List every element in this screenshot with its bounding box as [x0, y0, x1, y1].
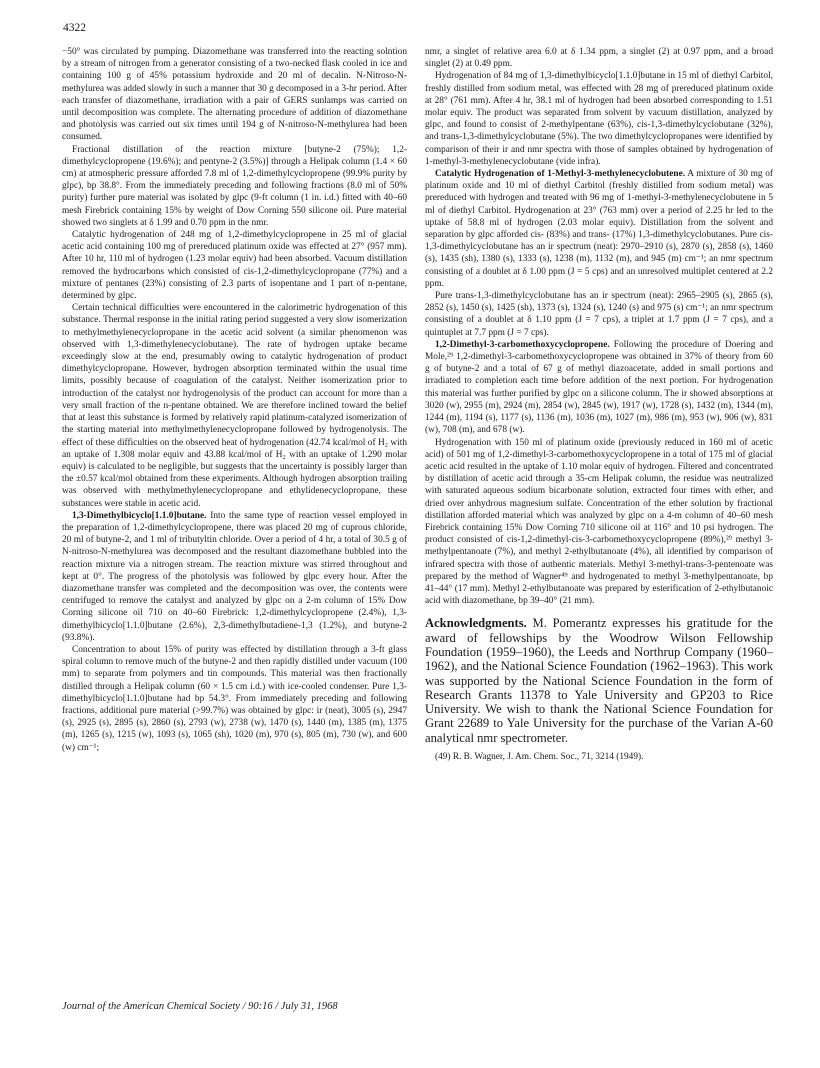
left-paragraph	[62, 229, 407, 302]
paragraph-text: Certain technical difficulties were encountered in the calorimetric hydrogenation of this substance. Thermal response in the initial rating period suggested a very slow isomerization to methylmethylenecyclopropane in the acetic acid solvent (a similar phenomenon was observed with 1,3-dimethylenecyclobutane). The rate of hydrogen uptake became exceedingly slow at the end, presumably owing to catalytic hydrogenation of product dimethylcyclopropane. However, hydrogen absorption terminated within the usual time limits, possibly because of coagulation of the catalyst. Neither isomerization prior to introduction of the catalyst nor hydrogenolysis of the product can account for more than a very small fraction of the n-pentane obtained. We are therefore inclined toward the belief that at least this substance is formed by relatively rapid platinum-catalyzed isomerization of the starting material into methylmethylenecyclopropane followed by hydrogenolysis. The effect of these difficulties on the observed heat of hydrogenation (42.74 kcal/mol of H₂ with an uptake of 1.308 molar equiv and 43.88 kcal/mol of H₂ with an uptake of 1.290 molar equiv) is calculated to be negligible, but suggests that the uncertainty is possibly larger than the ±0.57 kcal/mol obtained from these experiments. Although hydrogen absorption trailing was observed with methylmethylenecyclopropane and ethylidenecyclopropane, these substances were stable in acetic acid.	[62, 303, 407, 509]
section-runin-heading: 1,3-Dimethylbicyclo[1.1.0]butane.	[72, 510, 207, 521]
right-paragraph	[425, 168, 773, 290]
left-column	[62, 46, 407, 754]
paragraph-text: Fractional distillation of the reaction mixture [butyne-2 (75%); 1,2-dimethylcyclopropene (19.6%); and pentyne-2 (3.5%)] through a Helipak column (1.4 × 60 cm) at atmospheric pressure afforded 7.8 ml of 1,2-dimethylcyclopropene (99.9% purity by glpc), bp 38.8°. From the immediately preceding and following fractions (8.0 ml of 50% purity) further pure material was isolated by glpc (9-ft column (1 in. i.d.) fitted with 40–60 mesh Firebrick containing 15% by weight of Dow Corning 550 silicone oil. Pure material showed two singlets at δ 1.99 and 0.70 ppm in the nmr.	[62, 144, 407, 228]
section-runin-heading: Catalytic Hydrogenation of 1-Methyl-3-methylenecyclobutene.	[435, 169, 686, 180]
paragraph-text: nmr, a singlet of relative area 6.0 at δ 1.34 ppm, a singlet (2) at 0.97 ppm, and a broad singlet (2) at 0.49 ppm.	[425, 47, 773, 70]
right-column	[425, 46, 773, 763]
left-paragraph	[62, 644, 407, 754]
paragraph-text: Into the same type of reaction vessel employed in the preparation of 1,2-dimethylcyclopropene, there was placed 20 mg of cuprous chloride, 20 ml of butyne-2, and 1 ml of tributyltin chloride. Over a period of 4 hr, a total of 30.5 g of N-nitroso-N-methylurea was decomposed and the resultant diazomethane bubbled into the reaction mixture via a nitrogen stream. The reaction mixture was stirred throughout and kept at 0°. The progress of the photolysis was followed by glpc every hour. After the diazomethane transfer was completed and the decomposition was over, the contents were centrifuged to remove the catalyst and analyzed by glpc on a 2-m column of 15% Dow Corning silicone oil 710 on 40–60 Firebrick: 1,2-dimethylcyclopropene (2.4%), 1,3-dimethylbicyclo[1.1.0]butane (2.6%), 2,3-dimethylbutadiene-1,3 (1.2%), and butyne-2 (93.8%).	[62, 510, 407, 643]
left-paragraph	[62, 144, 407, 229]
paragraph-text: −50° was circulated by pumping. Diazomethane was transferred into the reacting solntion by a stream of nitrogen from a generator consisting of a two-necked flask cooled in ice and containing 100 g of 45% potassium hydroxide and 20 ml of decalin. N-Nitroso-N-methylurea was added slowly in such a manner that 30 g decomposed in a 3-hr period. After each transfer of diazomethane, irradiation with a pair of GERS sunlamps was carried on until decomposition was complete. The alternating procedure of addition of diazomethane and photolysis was carried out six times until 194 g of N-nitroso-N-methylurea had been consumed.	[62, 47, 407, 143]
right-paragraph	[425, 46, 773, 70]
acknowledgments-heading: Acknowledgments.	[425, 616, 527, 631]
journal-footer: Journal of the American Chemical Society / 90:16 / July 31, 1968	[62, 1001, 338, 1012]
left-paragraph	[62, 302, 407, 509]
right-paragraph	[425, 437, 773, 608]
page-number: 4322	[63, 22, 86, 34]
left-paragraph	[62, 46, 407, 144]
section-runin-heading: 1,2-Dimethyl-3-carbomethoxycyclopropene.	[435, 339, 610, 350]
left-paragraph	[62, 510, 407, 644]
paragraph-text: Concentration to about 15% of purity was effected by distillation through a 3-ft glass spiral column to remove much of the butyne-2 and then rapidly distilled under vacuum (100 mm) to separate from polymers and tin compounds. This material was then fractionally distilled through a Helipak column (60 × 1.5 cm i.d.) with ice-cooled condenser. Pure 1,3-dimethylbicyclo[1.1.0]butane had bp 54.3°. From immediately preceding and following fractions, additional pure material (>99.7%) was obtained by glpc: ir (neat), 3005 (s), 2947 (s), 2925 (s), 2895 (s), 2860 (s), 2793 (w), 2738 (w), 1470 (s), 1440 (m), 1385 (m), 1375 (m), 1265 (s), 1215 (w), 1093 (s), 1065 (sh), 1020 (m), 970 (s), 805 (m), 730 (w), and 600 (w) cm⁻¹;	[62, 644, 407, 753]
right-paragraph	[425, 70, 773, 168]
right-paragraph	[425, 339, 773, 437]
paragraph-text: Hydrogenation with 150 ml of platinum oxide (previously reduced in 160 ml of acetic acid) of 501 mg of 1,2-dimethyl-3-carbomethoxycyclopropene in a total of 175 ml of glacial acetic acid resulted in the uptake of 1.10 molar equiv of hydrogen. Filtered and concentrated by distillation of acetic acid through a 35-cm Helipak column, the residue was neutralized with saturated aqueous sodium bicarbonate solution, extracted four times with ether, and dried over anhydrous magnesium sulfate. Concentration of the ether solution by fractional distillation afforded material which was analyzed by glpc on a 4-m column of 40–60 mesh Firebrick containing 15% Dow Corning 710 silicone oil at 116° and 10 psi hydrogen. The product consisted of cis-1,2-dimethyl-cis-3-carbomethoxycyclopropene (89%),²⁹ methyl 3-methylpentanoate (7%), and methyl 2-ethylbutanoate (4%), all identified by comparison of infrared spectra with those of authentic materials. Methyl 3-methyl-trans-3-pentenoate was prepared by the method of Wagner⁴⁹ and hydrogenated to methyl 3-methylpentanoate, bp 41–44° (17 mm). Methyl 2-ethylbutanoate was prepared by esterification of 2-ethylbutanoic acid with diazomethane, bp 39–40° (21 mm).	[425, 437, 773, 607]
acknowledgments-paragraph	[425, 616, 773, 745]
paragraph-text: Hydrogenation of 84 mg of 1,3-dimethylbicyclo[1.1.0]butane in 15 ml of diethyl Carbitol, freshly distilled from sodium metal, was effected with 28 mg of prereduced platinum oxide at 28° (761 mm). After 4 hr, 38.1 ml of hydrogen had been absorbed corresponding to 1.51 molar equiv. The product was separated from solvent by vacuum distillation, analyzed by glpc, and found to consist of 2-methylpentane (63%), cis-1,3-dimethylcyclobutane (32%), and trans-1,3-dimethylcyclobutane (5%). The two dimethylcyclopropanes were identified by comparison of their ir and nmr spectra with those of samples obtained by hydrogenation of 1-methyl-3-methylenecyclobutane (vide infra).	[425, 71, 773, 167]
acknowledgments-text: M. Pomerantz expresses his gratitude for the award of fellowships by the Woodrow Wilson Fellowship Foundation (1959–1960), the Leeds and Northrup Company (1960–1962), and the National Science Foundation (1962–1963). This work was supported by the National Science Foundation in the form of Research Grants 11378 to Yale University and GP203 to Rice University. We wish to thank the National Science Foundation for Grant 22689 to Yale University for the purchase of the Varian A-60 analytical nmr spectrometer.	[425, 616, 773, 745]
right-paragraph	[425, 290, 773, 339]
reference-49: (49) R. B. Wagner, J. Am. Chem. Soc., 71, 3214 (1949).	[435, 752, 644, 763]
right-column-body	[425, 46, 773, 607]
paragraph-text: A mixture of 30 mg of platinum oxide and 10 ml of diethyl Carbitol (freshly distilled from sodium metal) was prereduced with hydrogen and treated with 96 mg of 1-methyl-3-methylenecyclobutene in 5 ml of diethyl Carbitol. Hydrogenation at 23° (763 mm) over a period of 2.25 hr led to the uptake of 58.8 ml of hydrogen (2.03 molar equiv). Distillation from the solvent and separation by glpc afforded cis- (83%) and trans- (17%) 1,3-dimethylcyclobutanes. Pure cis-1,3-dimethylcyclobutane has an ir spectrum (neat): 2970–2910 (s), 2870 (s), 2858 (s), 1460 (s), 1435 (sh), 1380 (s), 1333 (s), 1238 (m), 1132 (m), and 945 (m) cm⁻¹; an nmr spectrum consisting of a doublet at δ 1.00 ppm (J = 5 cps) and an unresolved multiplet centered at 2.2 ppm.	[425, 169, 773, 289]
paragraph-text: Catalytic hydrogenation of 248 mg of 1,2-dimethylcyclopropene in 25 ml of glacial acetic acid containing 100 mg of prereduced platinum oxide was effected at 27° (957 mm). After 10 hr, 110 ml of hydrogen (1.23 molar equiv) had been absorbed. Vacuum distillation removed the hydrocarbons which consisted of cis-1,2-dimethylcyclopropane (77%) and a mixture of pentanes (23%) consisting of 2.3 parts of isopentane and 1 part of n-pentane, determined by glpc.	[62, 230, 407, 302]
paragraph-text: Pure trans-1,3-dimethylcyclobutane has an ir spectrum (neat): 2965–2905 (s), 2865 (s), 2852 (s), 1450 (s), 1425 (sh), 1373 (s), 1324 (s), 1240 (s) and 975 (s) cm⁻¹; an nmr spectrum consisting of a doublet at δ 1.10 ppm (J = 7 cps), a triplet at 1.7 ppm (J = 7 cps), and a quintuplet at 7.7 ppm (J = 7 cps).	[425, 291, 773, 338]
paragraph-text: Following the procedure of Doering and Mole,²⁹ 1,2-dimethyl-3-carbomethoxycyclopropene was obtained in 37% of theory from 60 g of butyne-2 and a total of 67 g of methyl diazoacetate, added in small portions and irradiated to completion each time before addition of the next portion. For hydrogenation this material was further purified by glpc on a silicone column. The ir showed absorptions at 3020 (w), 2955 (m), 2924 (m), 2854 (w), 2845 (w), 1917 (w), 1728 (s), 1432 (m), 1344 (m), 1244 (m), 1194 (s), 1177 (s), 1136 (m), 1036 (m), 1027 (m), 986 (m), 953 (w), 906 (w), 831 (w), 708 (m), and 678 (w).	[425, 339, 773, 436]
